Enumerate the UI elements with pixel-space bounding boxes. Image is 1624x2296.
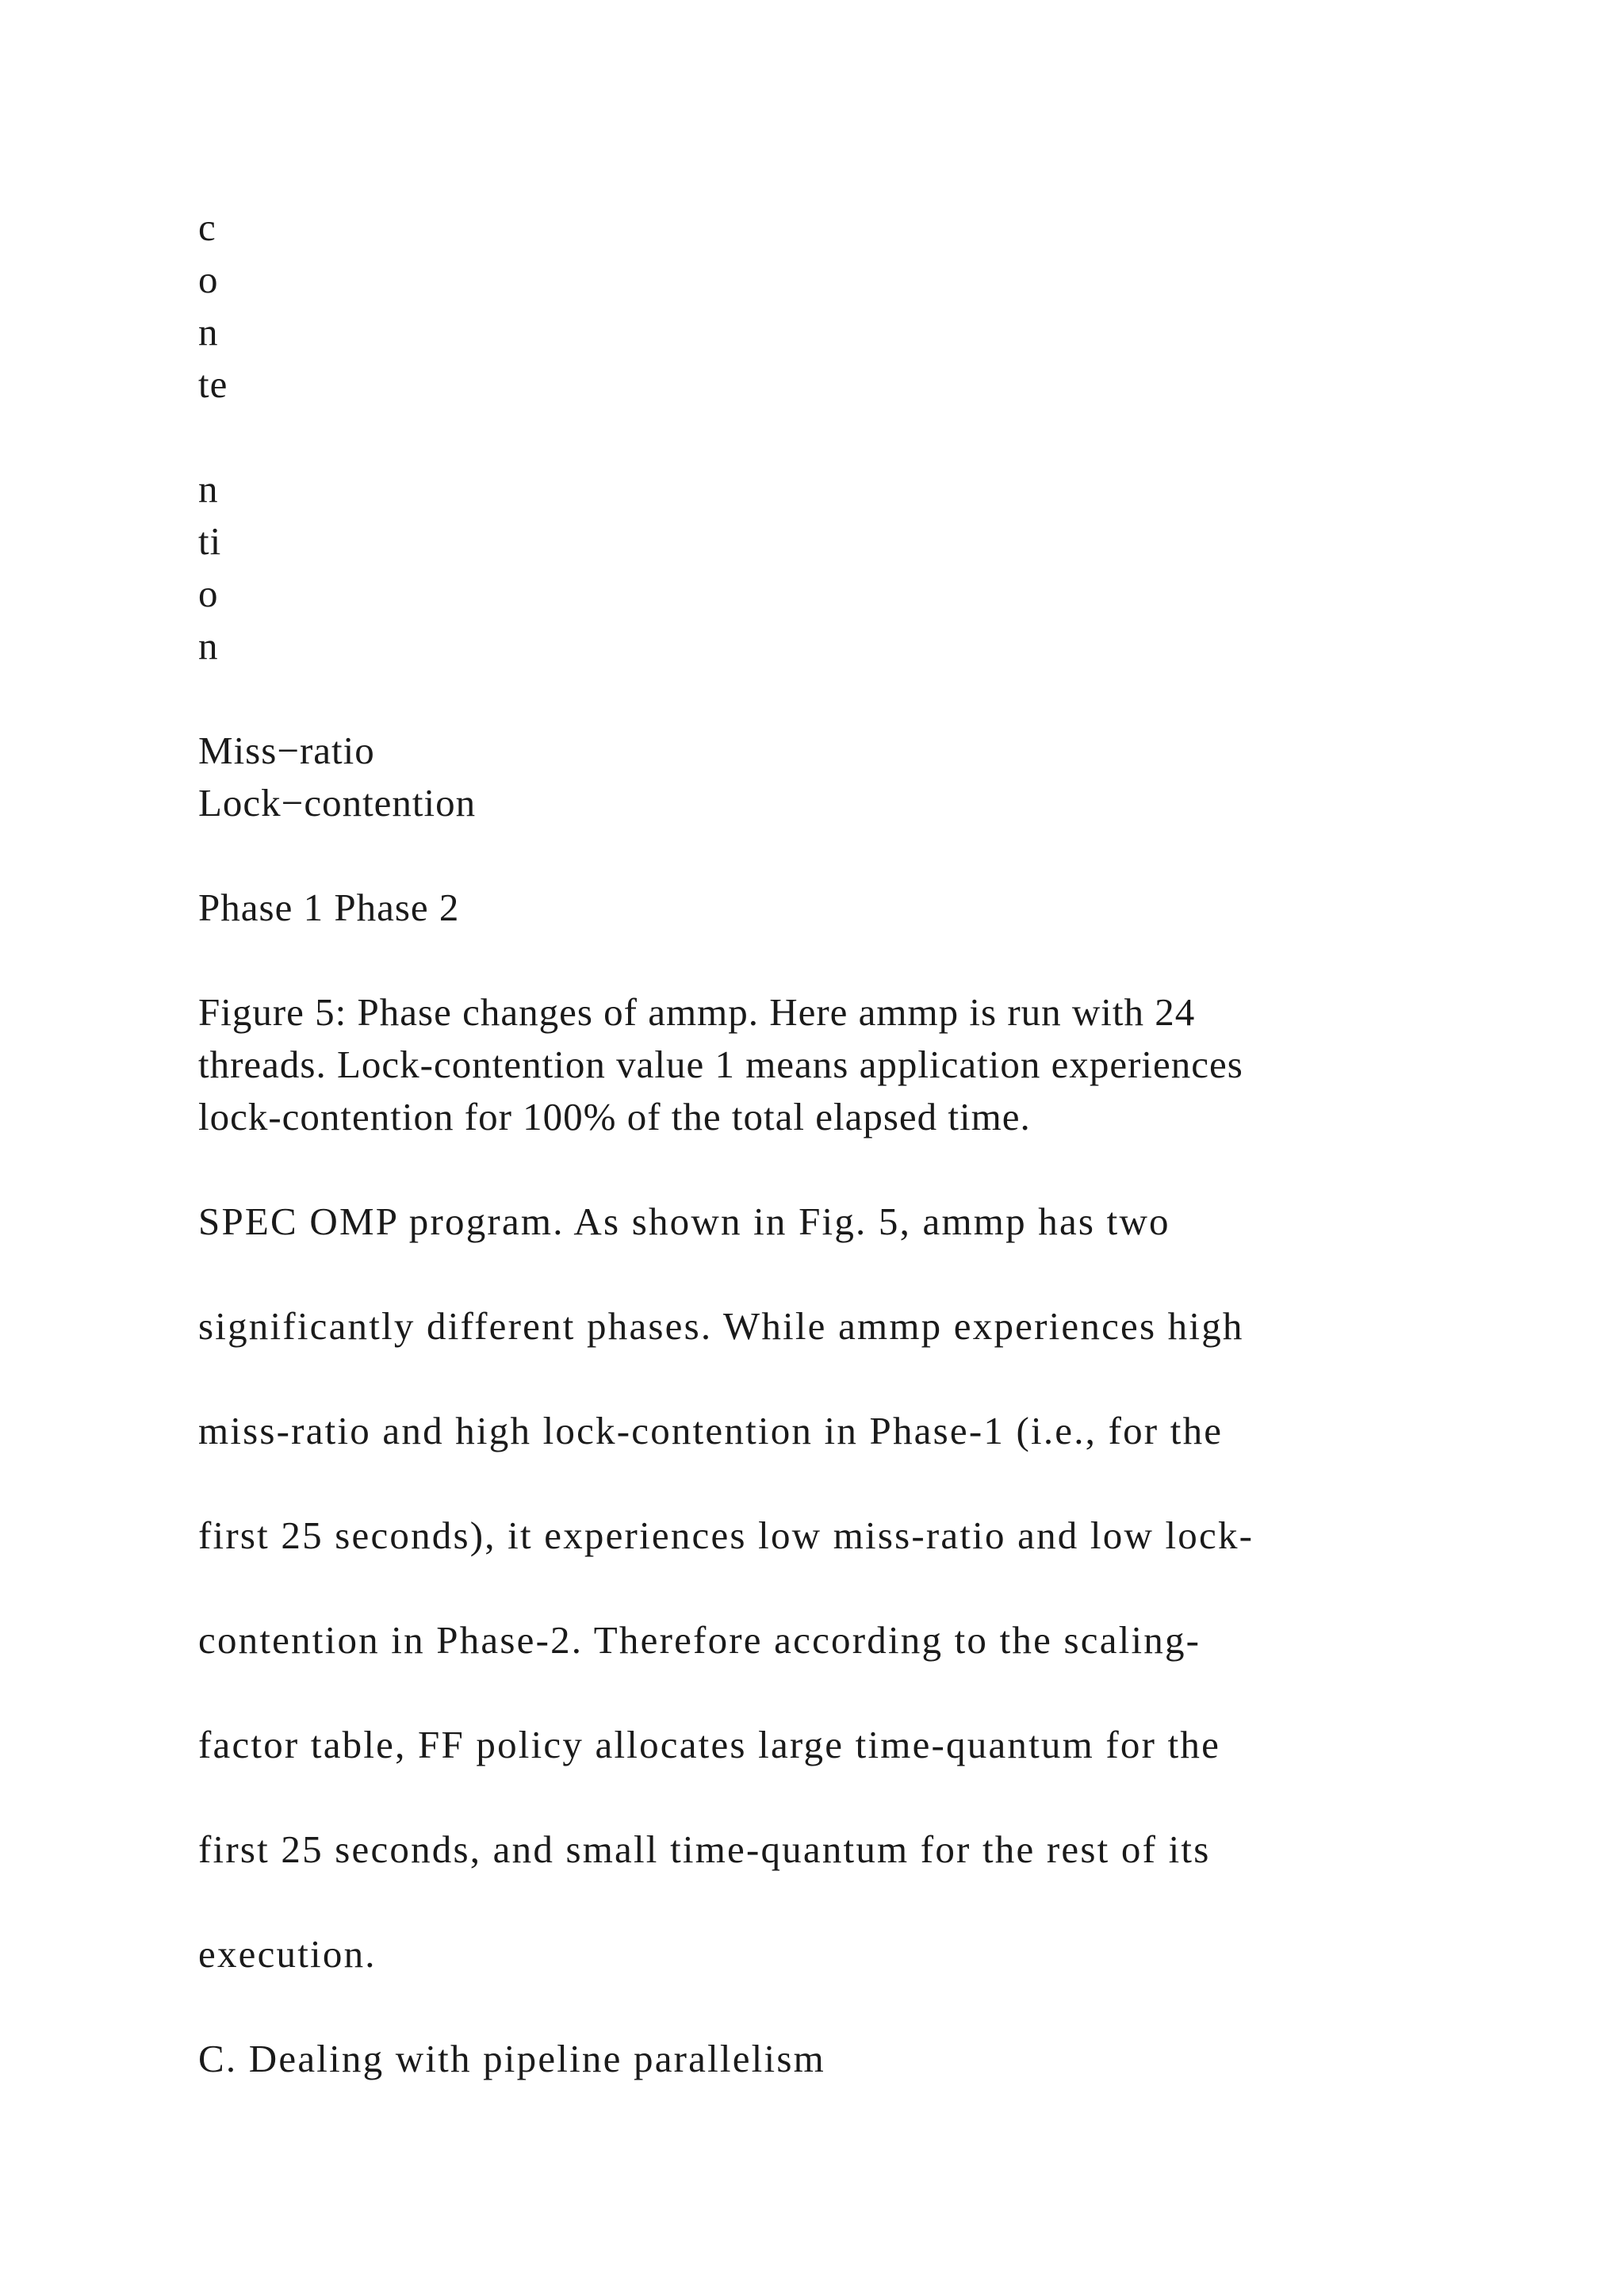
body-text-line: execution. — [198, 1932, 377, 1976]
body-text-line: significantly different phases. While ammp experiences high — [198, 1304, 1244, 1348]
body-text-line: contention in Phase-2. Therefore according to the scaling- — [198, 1618, 1201, 1662]
figure-caption-line: lock-contention for 100% of the total elapsed time. — [198, 1095, 1031, 1138]
legend-lock-contention: Lock−contention — [198, 781, 477, 825]
body-text-line: SPEC OMP program. As shown in Fig. 5, ammp has two — [198, 1200, 1170, 1243]
fragment-letter: o — [198, 572, 219, 615]
fragment-letter: ti — [198, 519, 222, 563]
fragment-letter: te — [198, 362, 228, 406]
body-text-line: factor table, FF policy allocates large time-quantum for the — [198, 1723, 1221, 1766]
figure-caption-line: Figure 5: Phase changes of ammp. Here ammp is run with 24 — [198, 990, 1196, 1034]
body-text-line: first 25 seconds, and small time-quantum for the rest of its — [198, 1827, 1211, 1871]
fragment-letter: n — [198, 624, 219, 668]
section-heading: C. Dealing with pipeline parallelism — [198, 2037, 825, 2080]
body-text-line: first 25 seconds), it experiences low miss-ratio and low lock- — [198, 1513, 1254, 1557]
fragment-letter: n — [198, 467, 219, 511]
fragment-letter: c — [198, 205, 216, 249]
figure-caption-line: threads. Lock-contention value 1 means application experiences — [198, 1043, 1243, 1086]
fragment-letter: o — [198, 258, 219, 301]
phase-labels: Phase 1 Phase 2 — [198, 886, 460, 929]
legend-miss-ratio: Miss−ratio — [198, 729, 375, 772]
body-text-line: miss-ratio and high lock-contention in Phase-1 (i.e., for the — [198, 1409, 1224, 1452]
fragment-letter: n — [198, 310, 219, 354]
